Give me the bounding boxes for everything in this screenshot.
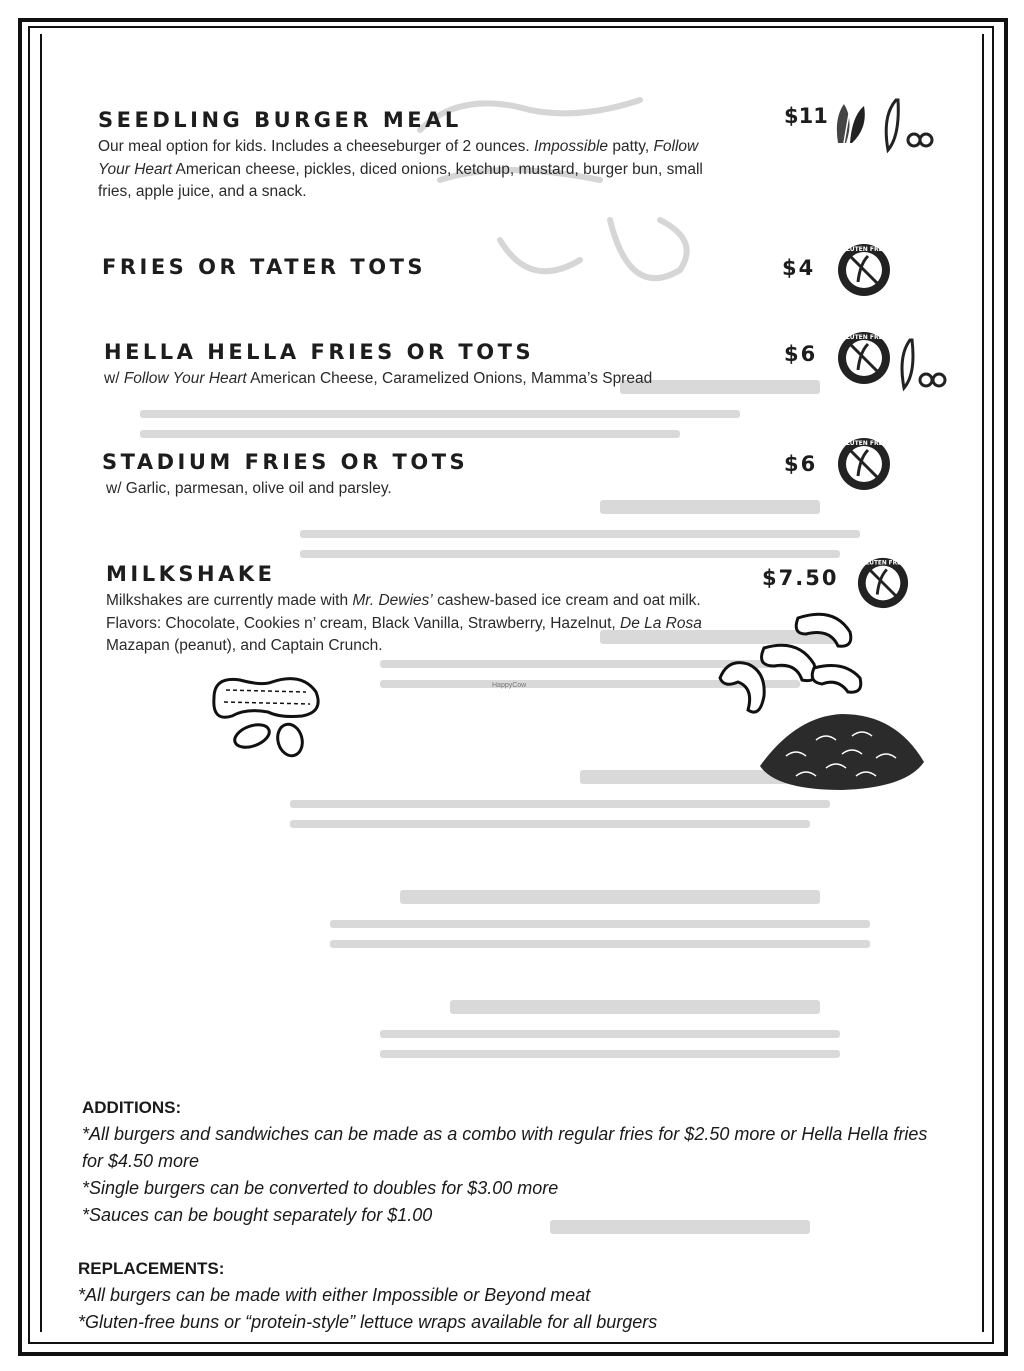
item-title: SEEDLING BURGER MEAL [98, 108, 462, 132]
menu-item-stadium [102, 450, 722, 501]
item-description: w/ Garlic, parmesan, olive oil and parsley. [106, 480, 392, 497]
item-title: MILKSHAKE [106, 562, 276, 586]
soy-bean-icon [894, 336, 950, 394]
item-title: FRIES OR TATER TOTS [102, 255, 427, 279]
item-price: $7.50 [762, 566, 839, 590]
item-description: Our meal option for kids. Includes a cheeseburger of 2 ounces. Impossible patty, Follow Your Heart American cheese, pickles, diced onions, ketchup, mustard, burger bun, small fries, apple juice, and a snack. [98, 138, 703, 200]
item-title: STADIUM FRIES OR TOTS [102, 450, 469, 474]
svg-text:GLUTEN FREE: GLUTEN FREE [841, 246, 887, 253]
item-price: $6 [784, 342, 818, 366]
item-title: HELLA HELLA FRIES OR TOTS [104, 340, 535, 364]
soy-bean-icon [876, 96, 938, 156]
oats-illustration [756, 706, 928, 796]
additions-line: *Single burgers can be converted to doubles for $3.00 more [82, 1178, 559, 1198]
gluten-free-icon [836, 242, 892, 298]
additions-line: *Sauces can be bought separately for $1.00 [82, 1205, 433, 1225]
replacements-heading: REPLACEMENTS: [78, 1259, 225, 1278]
svg-text:GLUTEN FREE: GLUTEN FREE [861, 560, 905, 567]
additions-section [82, 1094, 952, 1229]
additions-heading: ADDITIONS: [82, 1098, 182, 1117]
gluten-free-icon [836, 436, 892, 492]
vegan-leaf-icon [830, 98, 870, 148]
item-description: w/ Follow Your Heart American Cheese, Caramelized Onions, Mamma’s Spread [104, 370, 653, 387]
menu-item-milkshake [106, 562, 726, 658]
menu-item-fries [102, 255, 426, 279]
menu-item-seedling [98, 108, 718, 204]
gluten-free-icon [836, 330, 892, 386]
item-price: $11 [784, 104, 828, 128]
additions-line: *All burgers and sandwiches can be made as a combo with regular fries for $2.50 more or Hella Hella fries for $4.50 more [82, 1124, 928, 1171]
gluten-free-icon [856, 556, 910, 610]
cashew-illustration [714, 608, 864, 720]
svg-text:GLUTEN FREE: GLUTEN FREE [841, 440, 887, 447]
replacements-section [78, 1255, 948, 1336]
item-price: $4 [782, 256, 816, 280]
replacements-line: *Gluten-free buns or “protein-style” lettuce wraps available for all burgers [78, 1312, 658, 1332]
watermark-text: HappyCow [492, 682, 527, 689]
menu-item-hella-hella [104, 340, 744, 391]
item-description: Milkshakes are currently made with Mr. Dewies’ cashew-based ice cream and oat milk. Flavors: Chocolate, Cookies n’ cream, Black Vanilla, Strawberry, Hazelnut, De La Rosa Mazapan (peanut), and Captain Crunch. [106, 592, 702, 654]
svg-text:GLUTEN FREE: GLUTEN FREE [841, 334, 887, 341]
item-price: $6 [784, 452, 818, 476]
replacements-line: *All burgers can be made with either Impossible or Beyond meat [78, 1285, 591, 1305]
peanut-illustration [206, 668, 326, 760]
